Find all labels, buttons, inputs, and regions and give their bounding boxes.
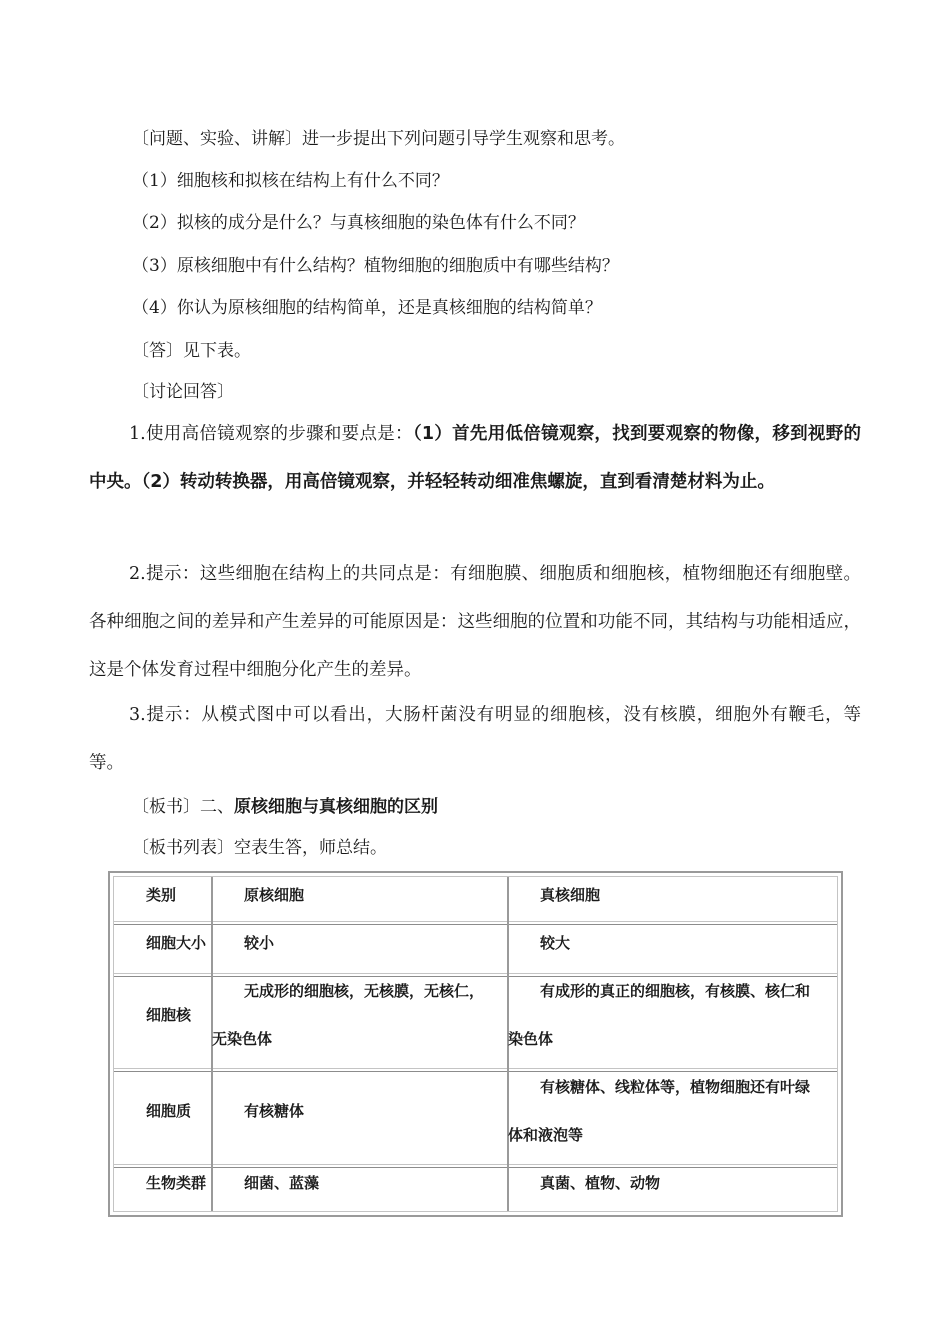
table-cell-cytoplasm-eukaryote-line1: 有核糖体、线粒体等，植物细胞还有叶绿 [540,1078,811,1096]
discussion-answer-1 [89,410,861,506]
question-3: （3）原核细胞中有什么结构？植物细胞的细胞质中有哪些结构？ [132,256,619,276]
table-cell-organisms-prokaryote: 细菌、蓝藻 [244,1174,320,1192]
table-header-prokaryote: 原核细胞 [244,886,305,904]
row-divider [114,921,837,922]
row-divider [114,1167,837,1168]
board-list-note: 〔板书列表〕空表生答，师总结。 [132,838,387,858]
board-title: 原核细胞与真核细胞的区别 [234,797,438,817]
row-divider [114,1164,837,1165]
table-cell-nucleus-prokaryote-line2: 无染色体 [212,1030,273,1048]
board-prefix: 〔板书〕二、 [132,797,234,817]
row-divider [114,973,837,974]
answer-1-lead: 1.使用高倍镜观察的步骤和要点是： [129,424,413,444]
table-cell-size-prokaryote: 较小 [244,934,275,952]
table-cell-nucleus-prokaryote-line1: 无成形的细胞核，无核膜，无核仁， [244,982,485,1000]
table-cell-cytoplasm-label: 细胞质 [146,1102,192,1120]
table-header-eukaryote: 真核细胞 [540,886,601,904]
table-cell-cytoplasm-eukaryote-line2: 体和液泡等 [508,1126,584,1144]
discussion-answer-2: 2.提示：这些细胞在结构上的共同点是：有细胞膜、细胞质和细胞核，植物细胞还有细胞壁。各种细胞之间的差异和产生差异的可能原因是：这些细胞的位置和功能不同，其结构与功能相适应，这是个体发育过程中细胞分化产生的差异。 [89,564,861,680]
question-intro: 〔问题、实验、讲解〕进一步提出下列问题引导学生观察和思考。 [132,129,625,149]
row-divider [114,924,837,925]
discussion-answer-3: 3.提示：从模式图中可以看出，大肠杆菌没有明显的细胞核，没有核膜，细胞外有鞭毛，等等。 [89,705,861,773]
discussion-heading: 〔讨论回答〕 [132,382,234,402]
row-divider [114,1068,837,1069]
table-cell-nucleus-eukaryote-line1: 有成形的真正的细胞核，有核膜、核仁和 [540,982,811,1000]
table-cell-organisms-eukaryote: 真菌、植物、动物 [540,1174,661,1192]
board-heading [132,796,438,818]
table-cell-size-label: 细胞大小 [146,934,207,952]
question-4: （4）你认为原核细胞的结构简单，还是真核细胞的结构简单？ [132,298,602,318]
table-cell-nucleus-label: 细胞核 [146,1006,192,1024]
table-cell-cytoplasm-prokaryote: 有核糖体 [244,1102,305,1120]
table-cell-nucleus-eukaryote-line2: 染色体 [508,1030,554,1048]
question-1: （1）细胞核和拟核在结构上有什么不同？ [132,171,449,191]
answer-1-bold: （1）首先用低倍镜观察，找到要观察的物像，移到视野的中央。（2）转动转换器，用高倍镜观察，并轻轻转动细准焦螺旋，直到看清楚材料为止。 [89,424,861,492]
row-divider [114,1071,837,1072]
answer-line: 〔答〕见下表。 [132,341,251,361]
table-cell-size-eukaryote: 较大 [540,934,571,952]
table-cell-organisms-label: 生物类群 [146,1174,207,1192]
question-2: （2）拟核的成分是什么？与真核细胞的染色体有什么不同？ [132,213,585,233]
table-header-category: 类别 [146,886,177,904]
row-divider [114,976,837,977]
